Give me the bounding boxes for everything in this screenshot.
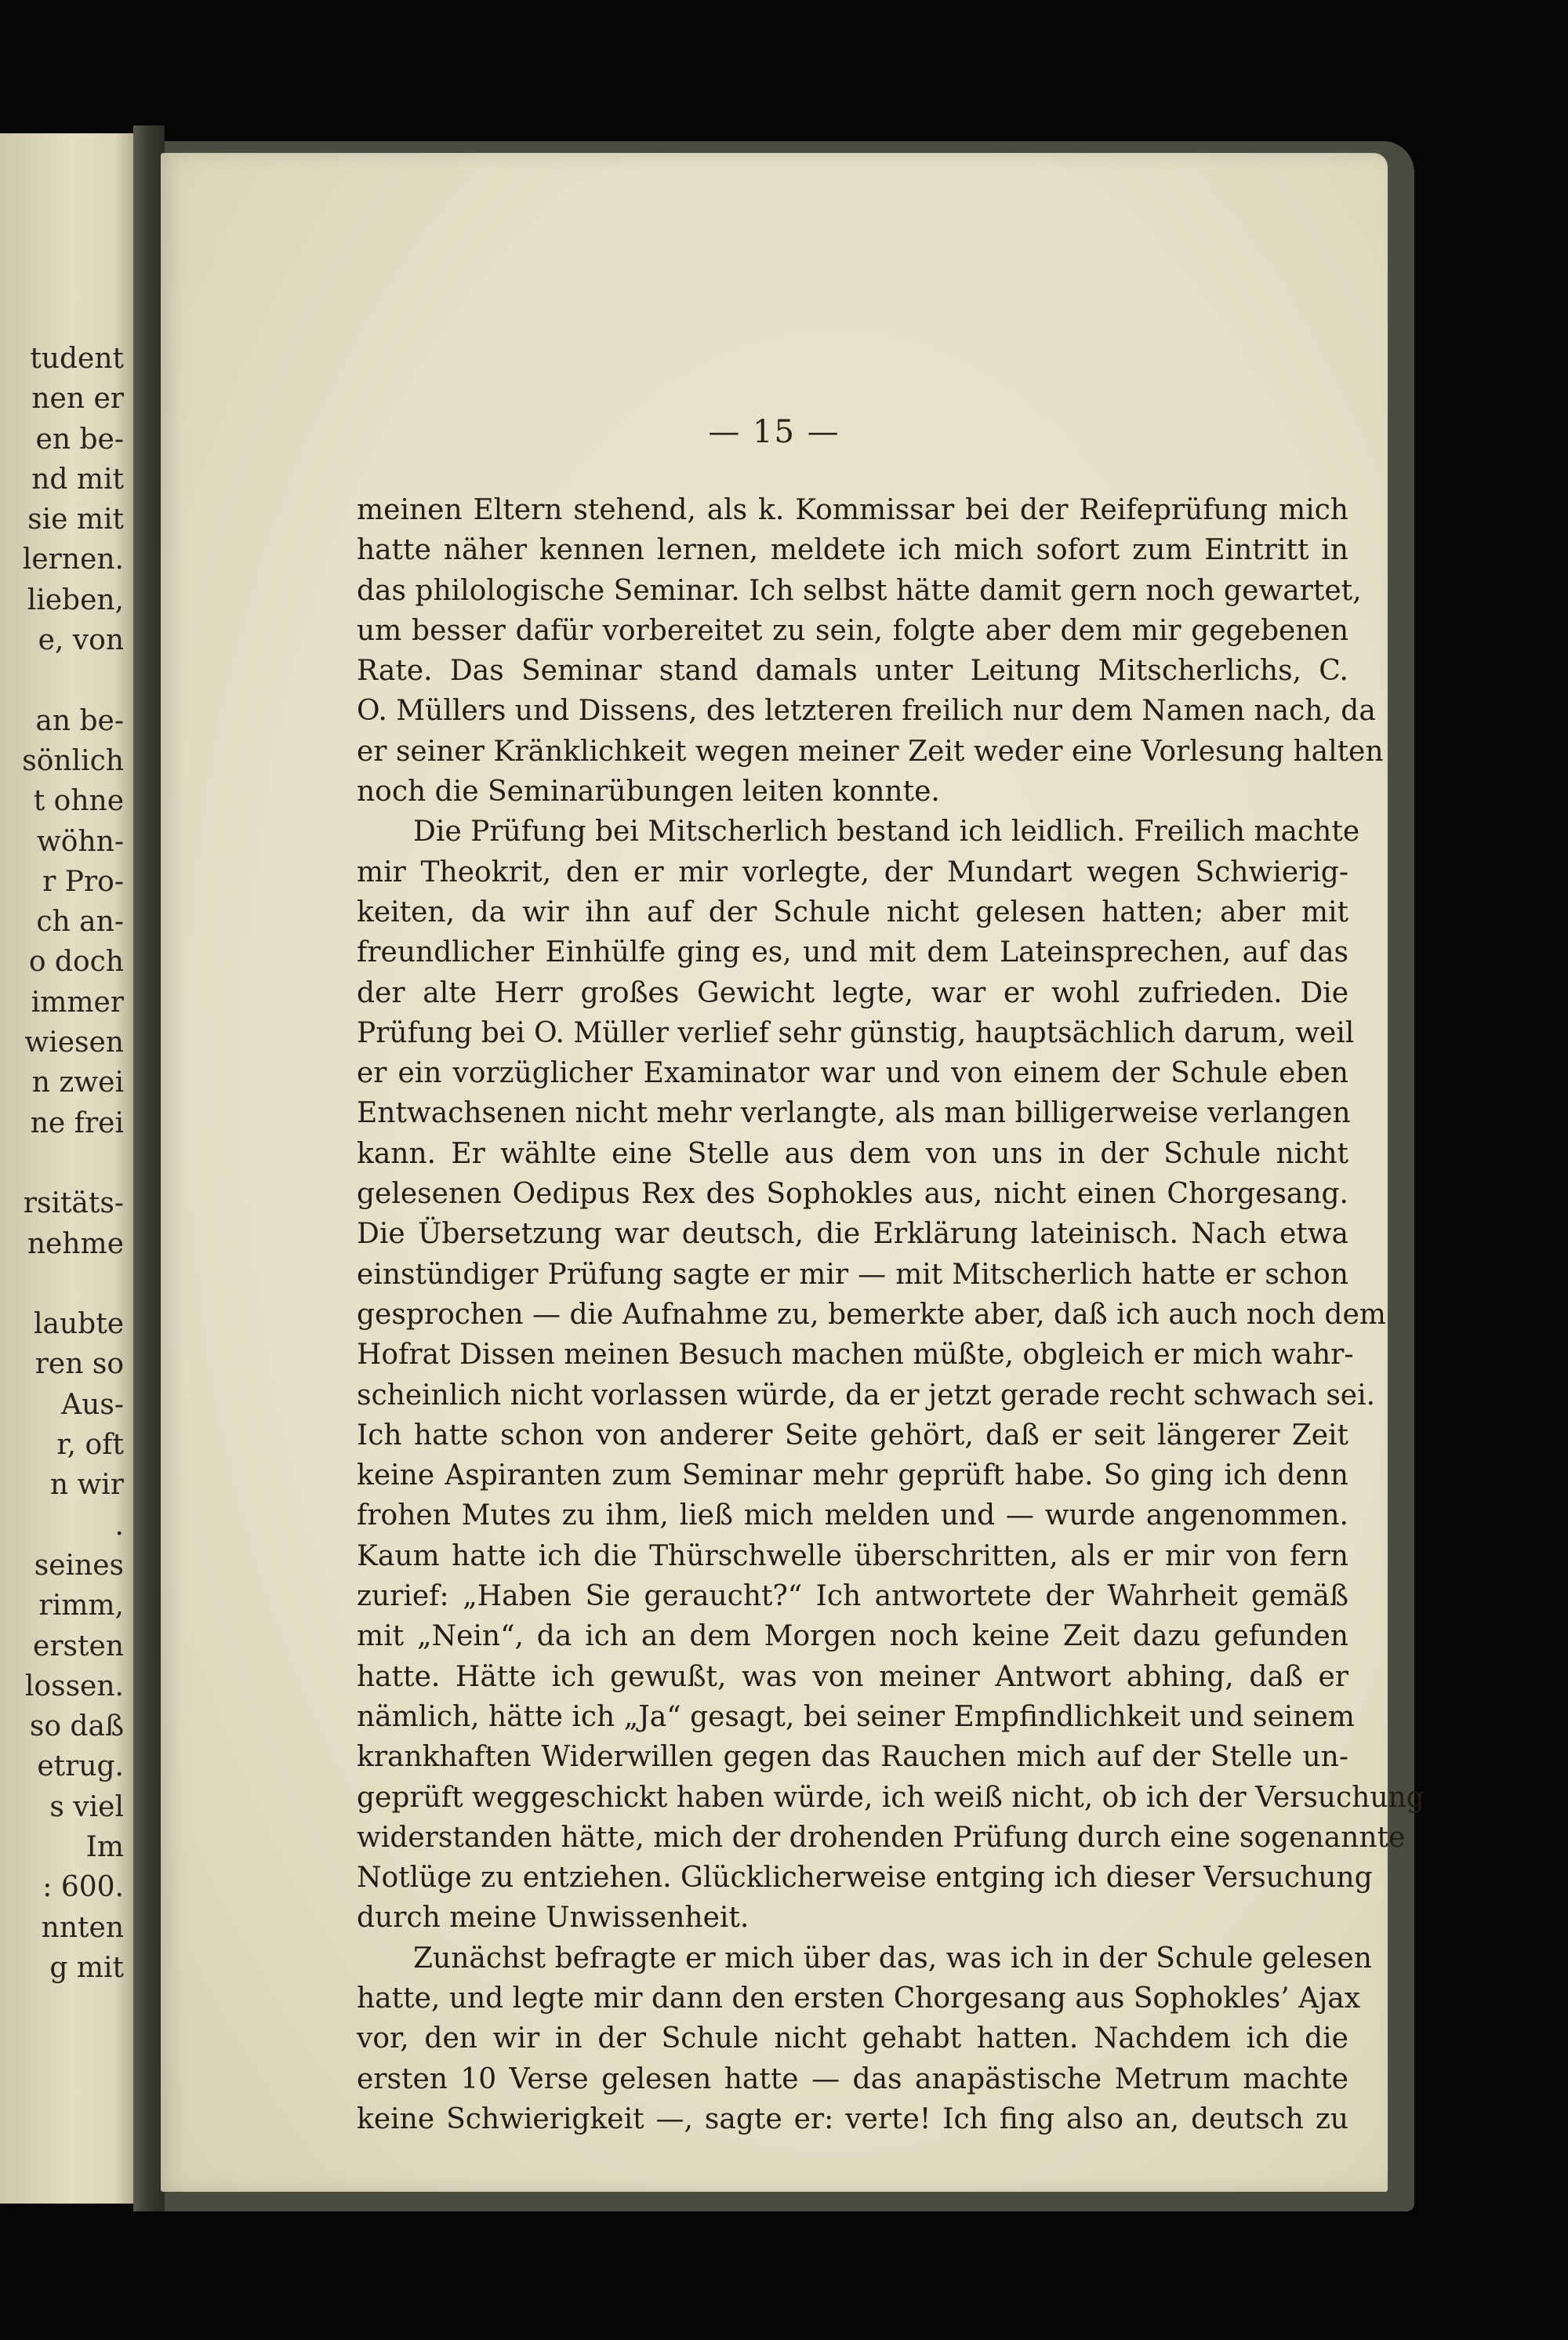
text-line: Hofrat Dissen meinen Besuch machen müßte, obgleich er mich wahr- (357, 1339, 1354, 1372)
text-line: hatte, und legte mir dann den ersten Chorgesang aus Sophokles’ Ajax (357, 1982, 1361, 2015)
text-line: freundlicher Einhülfe ging es, und mit dem Lateinsprechen, auf das (357, 936, 1348, 969)
text-line: ersten 10 Verse gelesen hatte — das anapästische Metrum machte (357, 2062, 1348, 2095)
text-line: widerstanden hätte, mich der drohenden Prüfung durch eine sogenannte (357, 1821, 1406, 1854)
left-page-line-fragment: ch an- (36, 906, 124, 939)
text-line: Ich hatte schon von anderer Seite gehört, daß er seit längerer Zeit (357, 1419, 1348, 1452)
text-line: Zunächst befragte er mich über das, was ich in der Schule gelesen (413, 1942, 1372, 1975)
text-line: Entwachsenen nicht mehr verlangte, als man billigerweise verlangen (357, 1097, 1351, 1130)
left-page-line-fragment: r Pro- (42, 865, 124, 898)
left-page-line-fragment: g mit (49, 1951, 124, 1984)
left-page-line-fragment: nnten (41, 1911, 124, 1944)
text-line: Prüfung bei O. Müller verlief sehr günstig, hauptsächlich darum, weil (357, 1016, 1355, 1049)
text-line: durch meine Unwissenheit. (357, 1902, 750, 1935)
left-page-line-fragment (22, 1264, 124, 1304)
text-line: einstündiger Prüfung sagte er mir — mit Mitscherlich hatte er schon (357, 1258, 1348, 1291)
text-line: er seiner Kränklichkeit wegen meiner Zeit weder eine Vorlesung halten (357, 735, 1384, 768)
page-body-text (357, 490, 1425, 2139)
left-page-line-fragment: nd mit (31, 463, 124, 496)
text-line: O. Müllers und Dissens, des letzteren freilich nur dem Namen nach, da (357, 695, 1376, 728)
left-page-line-fragment: n zwei (31, 1066, 124, 1099)
left-page-line-fragment: wöhn- (36, 825, 124, 858)
left-page-line-fragment: en be- (35, 423, 124, 456)
left-page-line-fragment: e, von (38, 624, 124, 657)
left-page-line-fragment: immer (31, 986, 124, 1019)
left-page-line-fragment: laubte (34, 1308, 124, 1341)
left-page-line-fragment: t ohne (33, 785, 124, 818)
text-line: Die Prüfung bei Mitscherlich bestand ich leidlich. Freilich machte (413, 816, 1360, 848)
left-page-text-fragments (22, 339, 124, 1988)
text-line: nämlich, hätte ich „Ja“ gesagt, bei seiner Empfindlichkeit und seinem (357, 1700, 1355, 1733)
text-line: der alte Herr großes Gewicht legte, war er wohl zufrieden. Die (357, 976, 1348, 1009)
left-page-line-fragment: ne frei (30, 1106, 124, 1139)
left-page-line-fragment: nehme (27, 1227, 124, 1260)
left-page-line-fragment: ren so (34, 1348, 124, 1381)
text-line: hatte. Hätte ich gewußt, was von meiner Antwort abhing, daß er (357, 1660, 1348, 1693)
text-line: Rate. Das Seminar stand damals unter Leitung Mitscherlichs, C. (357, 655, 1348, 688)
text-line: keine Aspiranten zum Seminar mehr geprüft habe. So ging ich denn (357, 1459, 1348, 1492)
text-line: Die Übersetzung war deutsch, die Erklärung lateinisch. Nach etwa (357, 1218, 1348, 1251)
left-page-line-fragment: . (114, 1509, 124, 1542)
left-page-line-fragment: n wir (49, 1469, 124, 1502)
left-page-line-fragment: wiesen (24, 1026, 124, 1059)
left-page-line-fragment: seines (34, 1549, 124, 1582)
left-page-line-fragment: Im (85, 1830, 124, 1863)
text-line: krankhaften Widerwillen gegen das Rauchen mich auf der Stelle un- (357, 1741, 1348, 1774)
left-page-line-fragment: sie mit (27, 503, 124, 536)
text-line: Kaum hatte ich die Thürschwelle überschritten, als er mir von fern (357, 1539, 1348, 1572)
left-page-line-fragment: tudent (30, 343, 124, 375)
left-page-line-fragment (22, 660, 124, 700)
text-line: frohen Mutes zu ihm, ließ mich melden und — wurde angenommen. (357, 1499, 1348, 1532)
left-page-line-fragment: rimm, (38, 1590, 124, 1622)
left-page-line-fragment: Aus- (61, 1388, 124, 1421)
text-line: Notlüge zu entziehen. Glücklicherweise entging ich dieser Versuchung (357, 1862, 1373, 1895)
left-page-line-fragment: lernen. (22, 543, 124, 576)
left-page-line-fragment: o doch (28, 946, 124, 979)
left-page-line-fragment: : 600. (42, 1871, 124, 1904)
left-page-line-fragment: an be- (35, 704, 124, 737)
left-page-line-fragment: rsitäts- (23, 1187, 124, 1220)
text-line: keine Schwierigkeit —, sagte er: verte! Ich fing also an, deutsch zu (357, 2102, 1348, 2135)
text-line: hatte näher kennen lernen, meldete ich mich sofort zum Eintritt in (357, 534, 1348, 567)
text-line: um besser dafür vorbereitet zu sein, folgte aber dem mir gegebenen (357, 614, 1348, 647)
text-line: meinen Eltern stehend, als k. Kommissar bei der Reifeprüfung mich (357, 494, 1348, 526)
text-line: gelesenen Oedipus Rex des Sophokles aus, nicht einen Chorgesang. (357, 1178, 1348, 1211)
text-line: zurief: „Haben Sie geraucht?“ Ich antwortete der Wahrheit gemäß (357, 1580, 1348, 1613)
main-page (161, 153, 1425, 2192)
left-facing-page (0, 133, 135, 2204)
left-page-line-fragment: r, oft (56, 1429, 124, 1462)
left-page-line-fragment: sönlich (22, 744, 124, 777)
text-line: mir Theokrit, den er mir vorlegte, der Mundart wegen Schwierig- (357, 856, 1348, 888)
text-line: geprüft weggeschickt haben würde, ich weiß nicht, ob ich der Versuchung (357, 1781, 1425, 1814)
text-line: das philologische Seminar. Ich selbst hätte damit gern noch gewartet, (357, 574, 1362, 607)
text-line: vor, den wir in der Schule nicht gehabt hatten. Nachdem ich die (357, 2022, 1348, 2055)
text-line: mit „Nein“, da ich an dem Morgen noch keine Zeit dazu gefunden (357, 1620, 1348, 1653)
left-page-line-fragment: nen er (31, 383, 124, 416)
text-line: kann. Er wählte eine Stelle aus dem von uns in der Schule nicht (357, 1137, 1348, 1170)
text-line: keiten, da wir ihn auf der Schule nicht gelesen hatten; aber mit (357, 896, 1348, 928)
text-line: scheinlich nicht vorlassen würde, da er jetzt gerade recht schwach sei. (357, 1379, 1376, 1412)
text-line: noch die Seminarübungen leiten konnte. (357, 776, 940, 808)
left-page-line-fragment: etrug. (37, 1750, 124, 1783)
book-gutter (133, 125, 165, 2211)
text-line: gesprochen — die Aufnahme zu, bemerkte aber, daß ich auch noch dem (357, 1298, 1386, 1331)
left-page-line-fragment: s viel (49, 1790, 124, 1823)
left-page-line-fragment: so daß (29, 1710, 124, 1743)
left-page-line-fragment (22, 1143, 124, 1183)
left-page-line-fragment: lieben, (27, 583, 124, 616)
text-line: er ein vorzüglicher Examinator war und von einem der Schule eben (357, 1057, 1348, 1090)
left-page-line-fragment: lossen. (24, 1670, 124, 1702)
left-page-line-fragment: ersten (33, 1630, 124, 1662)
page-number: — 15 — (708, 414, 840, 450)
